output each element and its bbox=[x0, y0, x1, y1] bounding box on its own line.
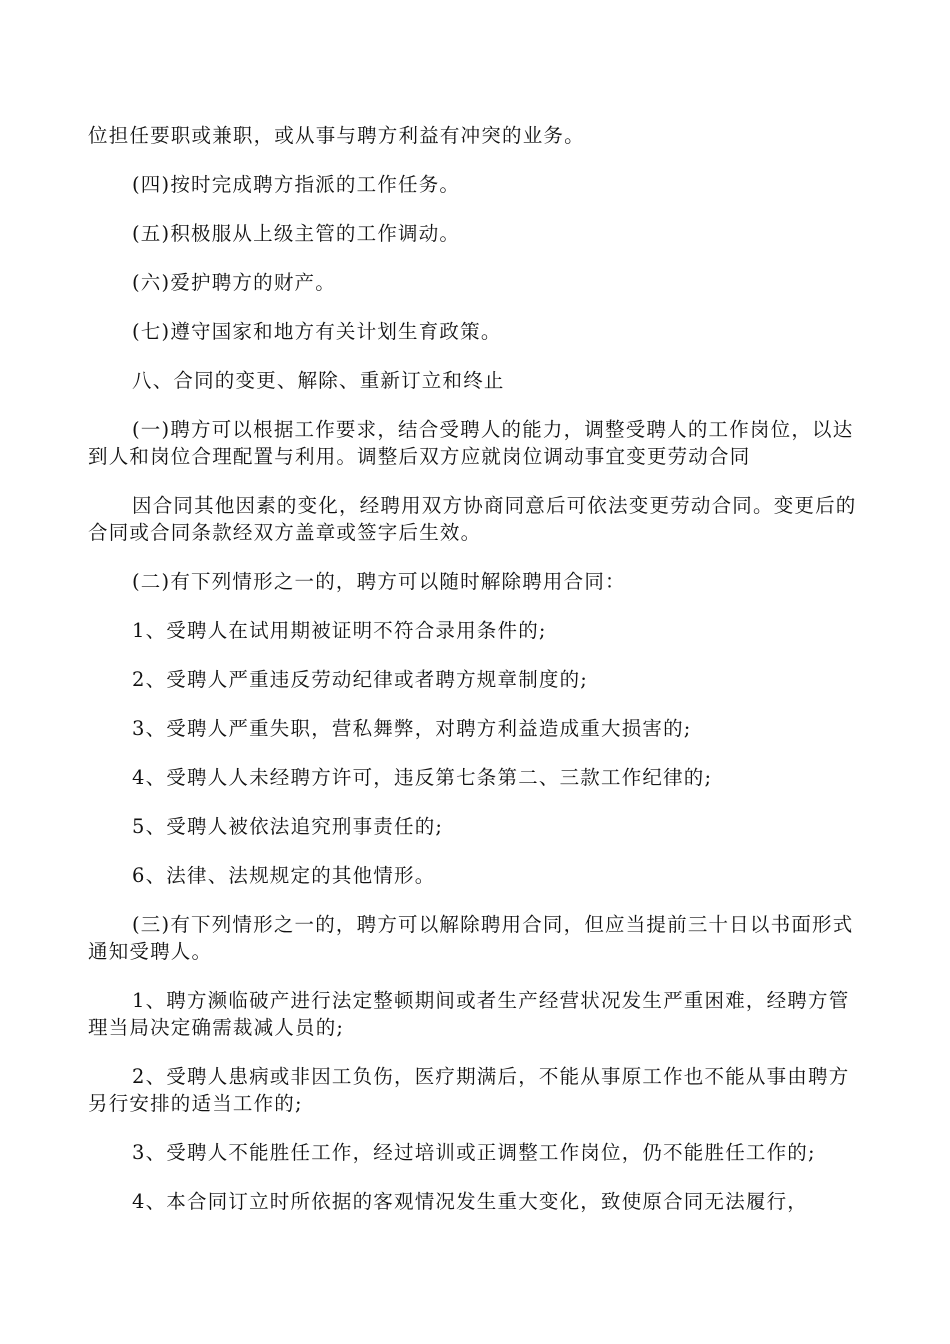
list-item-dismissal-5: 5、受聘人被依法追究刑事责任的; bbox=[132, 815, 444, 838]
paragraph-item-7: (七)遵守国家和地方有关计划生育政策。 bbox=[132, 320, 502, 343]
list-item-dismissal-6: 6、法律、法规规定的其他情形。 bbox=[132, 864, 436, 887]
list-item-dismissal-2: 2、受聘人严重违反劳动纪律或者聘方规章制度的; bbox=[132, 668, 589, 691]
paragraph-dismissal-2: (二)有下列情形之一的，聘方可以随时解除聘用合同： bbox=[132, 570, 626, 593]
paragraph-change-other: 因合同其他因素的变化，经聘用双方协商同意后可依法变更劳动合同。变更后的合同或合同条款经双方盖章或签字后生效。 bbox=[88, 494, 857, 544]
list-item-notice-2: 2、受聘人患病或非因工负伤，医疗期满后，不能从事原工作也不能从事由聘方另行安排的适当工作的; bbox=[88, 1065, 850, 1115]
document-body bbox=[88, 122, 868, 1215]
paragraph-continuation: 位担任要职或兼职，或从事与聘方利益有冲突的业务。 bbox=[88, 124, 585, 147]
list-item-dismissal-4: 4、受聘人人未经聘方许可，违反第七条第二、三款工作纪律的; bbox=[132, 766, 713, 789]
list-item-notice-3: 3、受聘人不能胜任工作，经过培训或正调整工作岗位，仍不能胜任工作的; bbox=[132, 1141, 816, 1164]
section-heading-8: 八、合同的变更、解除、重新订立和终止 bbox=[132, 369, 505, 392]
paragraph-dismissal-3: (三)有下列情形之一的，聘方可以解除聘用合同，但应当提前三十日以书面形式通知受聘人。 bbox=[88, 913, 854, 963]
list-item-dismissal-1: 1、受聘人在试用期被证明不符合录用条件的; bbox=[132, 619, 547, 642]
list-item-notice-1: 1、聘方濒临破产进行法定整顿期间或者生产经营状况发生严重困难，经聘方管理当局决定确需裁减人员的; bbox=[88, 989, 850, 1039]
list-item-dismissal-3: 3、受聘人严重失职，营私舞弊，对聘方利益造成重大损害的; bbox=[132, 717, 692, 740]
paragraph-item-4: (四)按时完成聘方指派的工作任务。 bbox=[132, 173, 461, 196]
paragraph-item-5: (五)积极服从上级主管的工作调动。 bbox=[132, 222, 461, 245]
paragraph-item-6: (六)爱护聘方的财产。 bbox=[132, 271, 336, 294]
list-item-notice-4: 4、本合同订立时所依据的客观情况发生重大变化，致使原合同无法履行， bbox=[132, 1190, 809, 1213]
paragraph-change-1: (一)聘方可以根据工作要求，结合受聘人的能力，调整受聘人的工作岗位，以达到人和岗位合理配置与利用。调整后双方应就岗位调动事宜变更劳动合同 bbox=[88, 418, 854, 468]
